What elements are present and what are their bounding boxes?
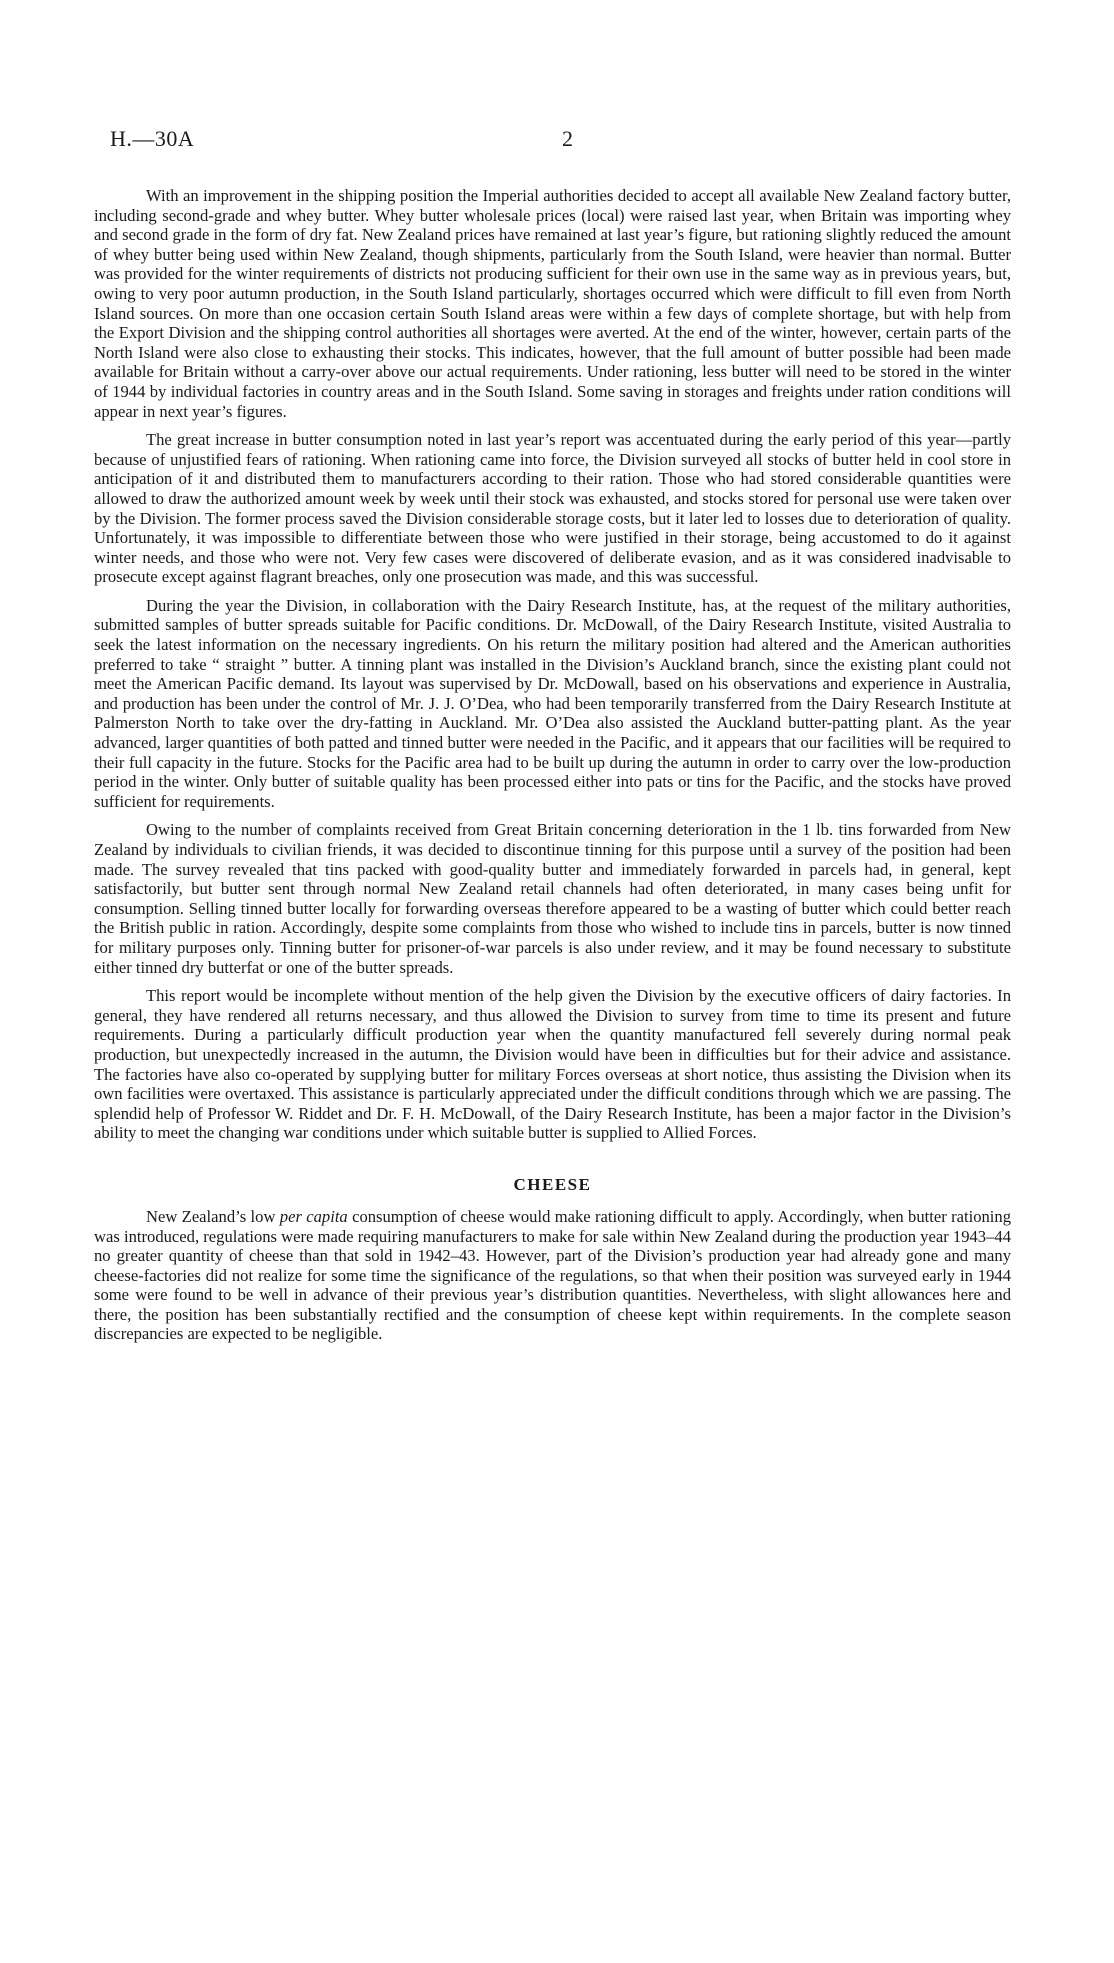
- body-text: [94, 186, 1011, 1353]
- section-heading-cheese: CHEESE: [513, 1174, 592, 1194]
- cheese-text-start: New Zealand’s low: [146, 1206, 280, 1226]
- paragraph-butter-consumption: The great increase in butter consumption noted in last year’s report was accentuated during the early period of this year—partly because of unjustified fears of rationing. When rationing came into force, the Division surveyed all stocks of butter held in cool store in anticipation of it and distributed them to manufacturers according to their ration. Those who had stored considerable quantities were allowed to draw the authorized amount week by week until their stock was exhausted, and stocks stored for personal use were taken over by the Division. The former process saved the Division considerable storage costs, but it later led to losses due to deterioration of quality. Unfortunately, it was impossible to differentiate between those who were justified in their storage, being accustomed to do it against winter needs, and those who were not. Very few cases were discovered of deliberate evasion, and as it was considered inadvisable to prosecute except against flagrant breaches, only one prosecution was made, and this was successful.: [94, 430, 1011, 587]
- document-reference: H.—30A: [110, 126, 195, 151]
- paragraph-tinned-butter: Owing to the number of complaints received from Great Britain concerning deterioration in the 1 lb. tins forwarded from New Zealand by individuals to civilian friends, it was decided to discontinue tinning for this purpose until a survey of the position had been made. The survey revealed that tins packed with good-quality butter and immediately forwarded in parcels had, in general, kept satisfactorily, but butter sent through normal New Zealand retail channels had often deteriorated, in many cases being unfit for consumption. Selling tinned butter locally for forwarding overseas therefore appeared to be a wasting of butter which could better reach the British public in ration. Accordingly, despite some complaints from those who wished to include tins in parcels, butter is now tinned for military purposes only. Tinning butter for prisoner-of-war parcels is also under review, and it may be found necessary to substitute either tinned dry butterfat or one of the butter spreads.: [94, 820, 1011, 977]
- paragraph-butter-shipping: With an improvement in the shipping position the Imperial authorities decided to accept all available New Zealand factory butter, including second-grade and whey butter. Whey butter wholesale prices (local) were raised last year, when Britain was importing whey and second grade in the form of dry fat. New Zealand prices have remained at last year’s figure, but rationing slightly reduced the amount of whey butter being used within New Zealand, though shipments, particularly from the South Island, were heavier than normal. Butter was provided for the winter requirements of districts not producing sufficient for their own use in the same way as in previous years, but, owing to very poor autumn production, in the South Island particularly, shortages occurred which were difficult to fill even from North Island sources. On more than one occasion certain South Island areas were within a few days of complete shortage, but with help from the Export Division and the shipping control authorities all shortages were averted. At the end of the winter, however, certain parts of the North Island were also close to exhausting their stocks. This indicates, however, that the full amount of butter possible had been made available for Britain without a carry-over above our actual requirements. Under rationing, less butter will need to be stored in the winter of 1944 by individual factories in country areas and in the South Island. Some saving in storages and freights under ration conditions will appear in next year’s figures.: [94, 186, 1011, 421]
- page-number: 2: [562, 126, 573, 151]
- paragraph-acknowledgements: This report would be incomplete without mention of the help given the Division by the executive officers of dairy factories. In general, they have rendered all returns necessary, and thus allowed the Division to survey from time to time its present and future requirements. During a particularly difficult production year when the quantity manufactured fell severely during normal peak production, but unexpectedly increased in the autumn, the Division would have been in difficulties but for their advice and assistance. The factories have also co-operated by supplying butter for military Forces overseas at short notice, thus assisting the Division when its own facilities were overtaxed. This assistance is particularly appreciated under the difficult conditions through which we are passing. The splendid help of Professor W. Riddet and Dr. F. H. McDowall, of the Dairy Research Institute, has been a major factor in the Division’s ability to meet the changing war conditions under which suitable butter is supplied to Allied Forces.: [94, 986, 1011, 1143]
- cheese-text-end: consumption of cheese would make rationing difficult to apply. Accordingly, when butter rationing was introduced, regulations were made requiring manufacturers to make for sale within New Zealand during the production year 1943–44 no greater quantity of cheese than that sold in 1942–43. However, part of the Division’s production year had already gone and many cheese-factories did not realize for some time the significance of the regulations, so that when their position was surveyed early in 1944 some were found to be well in advance of their previous year’s distribution quantities. Nevertheless, with slight allowances here and there, the position has been substantially rectified and the consumption of cheese kept within requirements. In the complete season discrepancies are expected to be negligible.: [94, 1206, 1012, 1344]
- cheese-text-italic: per capita: [279, 1206, 348, 1226]
- page-header: [110, 126, 1010, 156]
- paragraph-cheese: [94, 1207, 1011, 1344]
- paragraph-butter-spreads: During the year the Division, in collaboration with the Dairy Research Institute, has, at the request of the military authorities, submitted samples of butter spreads suitable for Pacific conditions. Dr. McDowall, of the Dairy Research Institute, visited Australia to seek the latest information on the necessary ingredients. On his return the military position had altered and the American authorities preferred to take “ straight ” butter. A tinning plant was installed in the Division’s Auckland branch, since the existing plant could not meet the American Pacific demand. Its layout was supervised by Dr. McDowall, based on his observations and experience in Australia, and production has been under the control of Mr. J. J. O’Dea, who had been temporarily transferred from the Dairy Research Institute at Palmerston North to take over the dry-fatting in Auckland. Mr. O’Dea also assisted the Auckland butter-patting plant. As the year advanced, larger quantities of both patted and tinned butter were needed in the Pacific, and it appears that our facilities will be required to their full capacity in the future. Stocks for the Pacific area had to be built up during the autumn in order to carry over the low-production period in the winter. Only butter of suitable quality has been processed either into pats or tins for the Pacific, and the stocks have proved sufficient for requirements.: [94, 595, 1011, 811]
